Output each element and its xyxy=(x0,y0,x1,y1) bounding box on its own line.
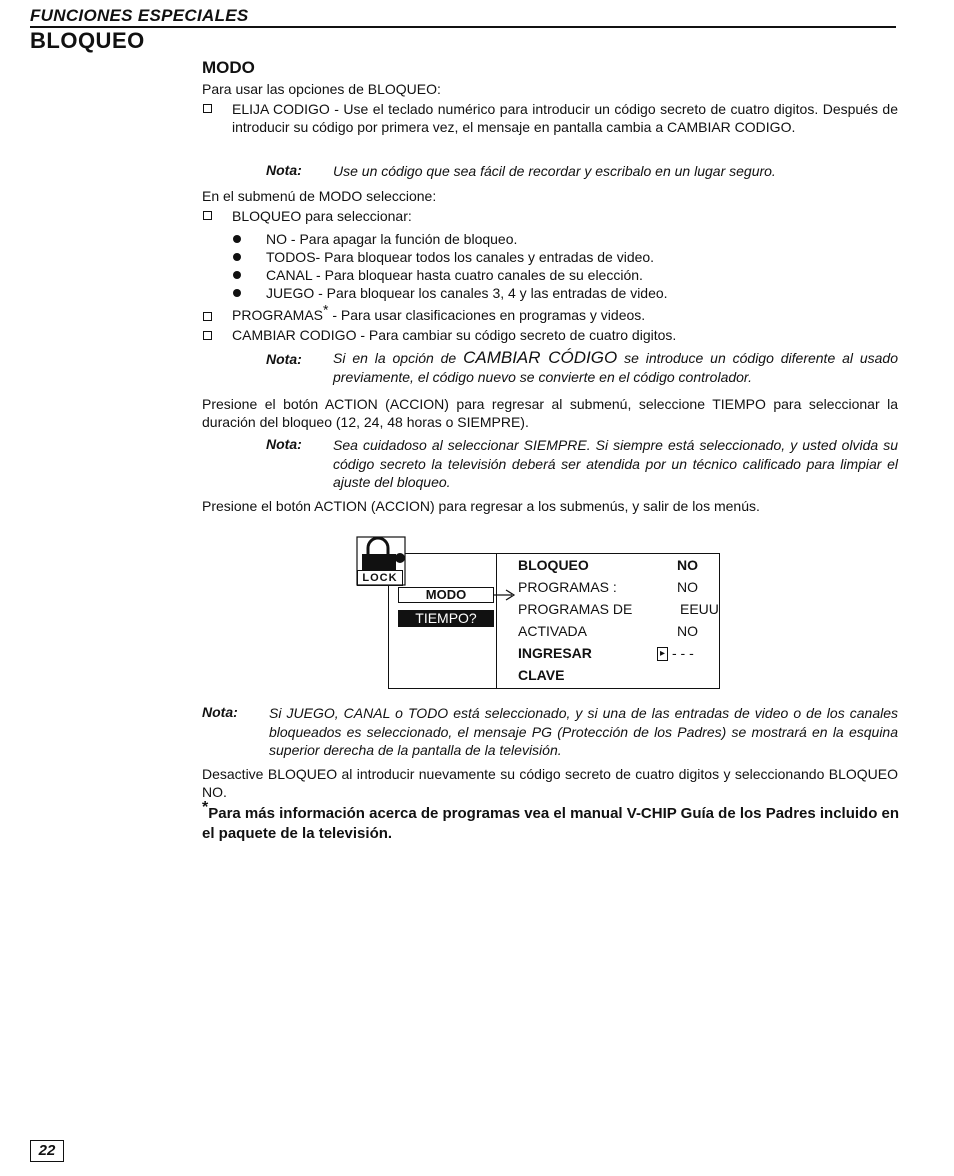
submenu-intro-text: En el submenú de MODO seleccione: xyxy=(202,188,437,204)
bullet-icon xyxy=(233,271,241,279)
menu-tiempo[interactable]: TIEMPO? xyxy=(398,610,494,627)
note-label: Nota: xyxy=(266,436,302,452)
footer-note xyxy=(202,799,902,844)
menu-row-label: PROGRAMAS DE xyxy=(518,601,633,617)
section-header: FUNCIONES ESPECIALES xyxy=(30,6,249,25)
menu-row-value: NO xyxy=(677,623,698,639)
list-item: JUEGO - Para bloquear los canales 3, 4 y las entradas de video. xyxy=(266,285,668,301)
bloqueo-item-text: BLOQUEO para seleccionar: xyxy=(232,208,412,224)
header-rule xyxy=(30,26,896,28)
list-item: TODOS- Para bloquear todos los canales y entradas de video. xyxy=(266,249,655,265)
list-item: CANAL - Para bloquear hasta cuatro canales de su elección. xyxy=(266,267,643,283)
section-subtitle: MODO xyxy=(202,58,255,77)
note-text xyxy=(333,349,898,386)
menu-row-value: NO xyxy=(677,579,698,595)
page-title: BLOQUEO xyxy=(30,28,145,53)
elija-codigo-text: ELIJA CODIGO - Use el teclado numérico para introducir un código secreto de cuatro digitos. Después de introducir su código por primera vez, el mensaje en pantalla cambia a CAMBIAR CODIGO. xyxy=(232,101,898,135)
menu-modo[interactable]: MODO xyxy=(398,587,494,603)
footer-note-text: Para más información acerca de programas vea el manual V-CHIP Guía de los Padres incluido en el paquete de la televisión. xyxy=(202,805,900,842)
menu-row-label: PROGRAMAS : xyxy=(518,579,617,595)
checkbox-square-icon xyxy=(203,312,212,321)
lock-label: LOCK xyxy=(357,570,403,586)
menu-row-label: ACTIVADA xyxy=(518,623,587,639)
bullet-icon xyxy=(233,253,241,261)
note-text: Si JUEGO, CANAL o TODO está seleccionado, y si una de las entradas de video o de los canales bloqueados es seleccionado, el mensaje PG (Protección de los Padres) se mostrará en la esquina superior derecha de la pantalla de la televisión. xyxy=(269,705,898,758)
note-post: se introduce un código diferente al usado previamente, el código nuevo se convierte en el código controlador. xyxy=(333,350,899,385)
list-item: NO - Para apagar la función de bloqueo. xyxy=(266,231,518,247)
menu-row-label: BLOQUEO xyxy=(518,557,589,573)
cursor-icon: ▸ xyxy=(657,647,668,661)
checkbox-square-icon xyxy=(203,104,212,113)
arrow-right-icon xyxy=(494,588,518,602)
menu-row-value: NO xyxy=(677,557,698,573)
star-mark: * xyxy=(323,301,329,318)
bullet-icon xyxy=(233,289,241,297)
note-text: Sea cuidadoso al seleccionar SIEMPRE. Si siempre está seleccionado, y usted olvida su código secreto la televisión deberá ser atendida por un técnico calificado para limpiar el ajuste del bloqueo. xyxy=(333,437,898,490)
checkbox-square-icon xyxy=(203,331,212,340)
checkbox-square-icon xyxy=(203,211,212,220)
menu-divider xyxy=(496,553,497,689)
menu-row-value: EEUU xyxy=(680,601,719,617)
programas-item-text xyxy=(232,301,646,324)
presione-text: Presione el botón ACTION (ACCION) para regresar al submenú, seleccione TIEMPO para seleccionar la duración del bloqueo (12, 24, 48 horas o SIEMPRE). xyxy=(202,396,898,430)
desactive-text: Desactive BLOQUEO al introducir nuevamente su código secreto de cuatro digitos y seleccionando BLOQUEO NO. xyxy=(202,766,898,800)
note-label: Nota: xyxy=(266,351,302,367)
note-label: Nota: xyxy=(266,162,302,178)
page-number: 22 xyxy=(30,1140,64,1162)
note-text: Use un código que sea fácil de recordar y escribalo en un lugar seguro. xyxy=(333,163,776,179)
programas-rest: - Para usar clasificaciones en programas y videos. xyxy=(328,307,646,323)
menu-row-label: INGRESAR xyxy=(518,645,592,661)
presione-text: Presione el botón ACTION (ACCION) para regresar a los submenús, y salir de los menús. xyxy=(202,498,760,514)
menu-row-value: - - - xyxy=(672,645,694,661)
note-emph: CAMBIAR CÓDIGO xyxy=(463,348,618,367)
bullet-icon xyxy=(233,235,241,243)
note-pre: Si en la opción de xyxy=(333,350,464,366)
menu-row-label: CLAVE xyxy=(518,667,565,683)
cambiar-item-text: CAMBIAR CODIGO - Para cambiar su código secreto de cuatro digitos. xyxy=(232,327,677,343)
programas-label: PROGRAMAS xyxy=(232,307,324,323)
intro-text: Para usar las opciones de BLOQUEO: xyxy=(202,81,441,97)
note-label: Nota: xyxy=(202,704,238,720)
star-mark: * xyxy=(202,799,209,816)
